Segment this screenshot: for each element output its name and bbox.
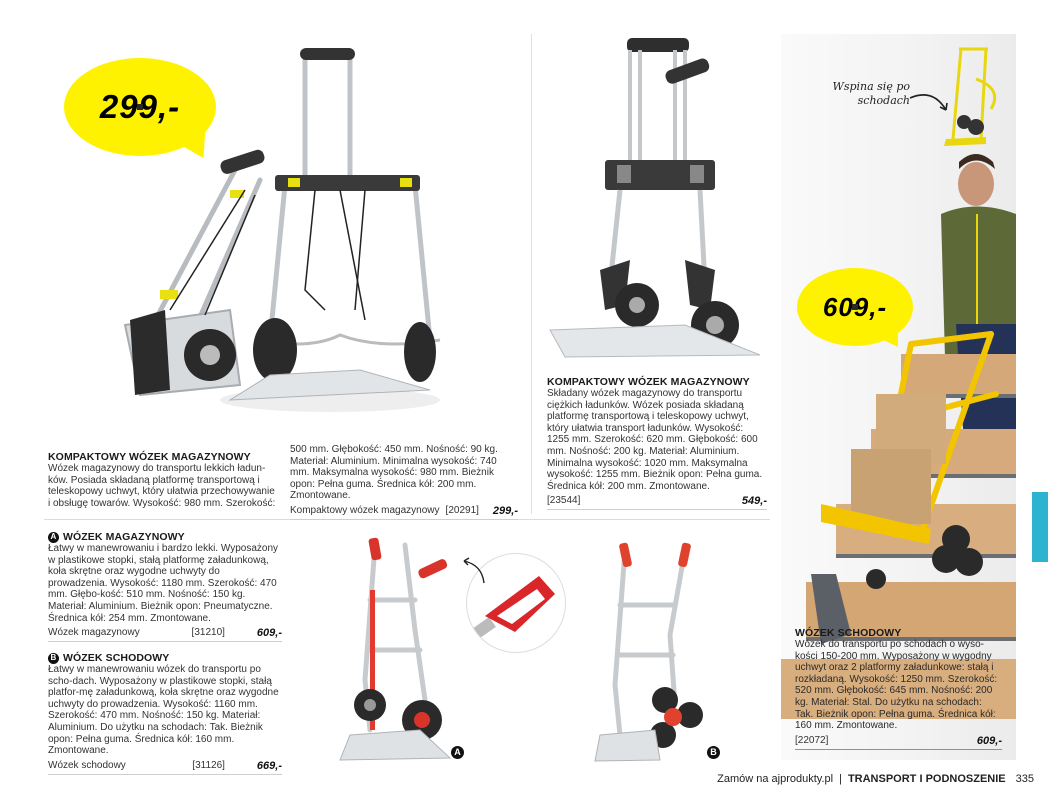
footer-order-link[interactable]: Zamów na ajprodukty.pl [717,773,834,785]
order-line-sku: [31126] [192,759,225,771]
product-warehouse-a [48,531,282,642]
order-line-price: 609,- [256,627,282,640]
price-bubble-text: 609,- [822,291,888,322]
product-title: WÓZEK SCHODOWY [795,627,902,639]
product-description: Łatwy w manewrowaniu i bardzo lekki. Wyposażony w plastikowe stopki, stałą platformę załadunkową, koła skrętne oraz wygodne uchwyty do prowadzenia. Wysokość: 1180 mm. Szerokość: 470 mm. Głębo-kość: 510 mm. Nośność: 150 kg. Materiał: Aluminium. Bieżnik opon: Pneumatyczne. Średnica kół: 254 mm. Zmontowane. [48,543,279,624]
order-line-sku: [20291] [445,504,479,516]
page-footer [717,773,1034,785]
order-line[interactable] [547,495,767,510]
product-title [48,531,282,543]
product-title: KOMPAKTOWY WÓZEK MAGAZYNOWY [547,376,750,388]
order-line-price: 549,- [741,495,767,508]
curved-arrow-icon [456,555,486,585]
compact-heavy-cart-photo [545,35,775,365]
product-title-text: WÓZEK SCHODOWY [63,652,170,664]
product-stair-b [48,652,282,775]
warehouse-cart-a-photo [330,530,460,770]
product-stair-steel [795,627,1002,750]
order-line-price: 669,- [256,759,282,772]
order-line-name: Kompaktowy wózek magazynowy [290,504,440,516]
product-description: Wózek magazynowy do transportu lekkich ładun-ków. Posiada składaną platformę transportową i teleskopowy uchwyt, który ułatwia przechowywanie i obsługę towarów. Wysokość: 980 mm. Szerokość: [48,463,276,509]
product-description: Łatwy w manewrowaniu wózek do transportu po scho-dach. Wyposażony w plastikowe stopki, stałą platfor-mę załadunkową, koła skrętne oraz wygodne uchwyty do prowadzenia. Wysokość: 1160 mm. Szerokość: 470 mm. Nośność: 150 kg. Materiał: Aluminium. Do użytku na schodach: Tak. Bieżnik opon: Pełna guma. Średnica kół: 160 mm. Zmontowane. [48,664,279,757]
order-line-sku: [31210] [191,627,225,639]
order-line[interactable] [795,735,1002,750]
page-number: 335 [1015,773,1034,785]
footer-section-title: TRANSPORT I PODNOSZENIE [847,773,1006,785]
badge-a-icon: A [48,532,59,543]
section-tab [1032,492,1048,562]
annotation-line2: schodach [857,94,910,107]
product-description-cont: 500 mm. Głębokość: 450 mm. Nośność: 90 kg. Materiał: Aluminium. Minimalna wysokość: 740 mm. Maksymalna wysokość: 980 mm. Bieżnik opon: Pełna guma. Średnica kół: 200 mm. Zmontowane. [290,444,498,502]
annotation-arrow-icon [908,90,950,116]
column-divider [531,34,532,514]
order-line-sku: [22072] [795,734,829,746]
product-description: Wózek do transportu po schodach o wyso-kości 150-200 mm. Wyposażony w wygodny uchwyt oraz 2 platformy załadunkowe: stałą i rozkładaną. Wysokość: 1250 mm. Szerokość: 520 mm. Głębokość: 645 mm. Nośność: 200 kg. Materiał: Stal. Do użytku na schodach: Tak. Bieżnik opon: Pełna guma. Średnica kół: 160 mm. Zmontowane. [795,639,998,732]
product-title-text: WÓZEK MAGAZYNOWY [63,531,185,543]
footer-separator: | [839,773,842,785]
product-compact-light [48,451,276,509]
order-line-price: 299,- [492,504,518,517]
product-compact-light-cont [290,444,518,520]
order-line-price: 609,- [976,734,1002,747]
product-title: KOMPAKTOWY WÓZEK MAGAZYNOWY [48,451,251,463]
handwritten-annotation [826,80,910,108]
badge-b-icon: B [48,653,59,664]
product-description: Składany wózek magazynowy do transportu ciężkich ładunków. Wózek posiada składaną platformę transportową i teleskopowy uchwyt, który ułatwia transport ładunków. Wysokość: 1255 mm. Szerokość: 620 mm. Głębokość: 600 mm. Nośność: 200 kg. Materiał: Aluminium. Minimalna wysokość: 1020 mm. Maksymalna wysokość: 1255 mm. Bieżnik opon: Pełna guma. Średnica kół: 200 mm. Zmontowane. [547,388,763,492]
order-line-name: Wózek magazynowy [48,627,140,639]
order-line[interactable] [48,627,282,642]
order-line[interactable] [48,760,282,775]
product-compact-heavy [547,376,767,510]
annotation-line1: Wspina się po [832,80,910,93]
product-title [48,652,282,664]
order-line-sku: [23544] [547,495,581,507]
stair-cart-b-photo [585,535,715,765]
order-line-name: Wózek schodowy [48,759,126,771]
image-label-b-icon: B [707,746,720,759]
price-bubble-text: 299,- [99,88,181,125]
order-line[interactable] [290,505,518,520]
image-label-a-icon: A [451,746,464,759]
